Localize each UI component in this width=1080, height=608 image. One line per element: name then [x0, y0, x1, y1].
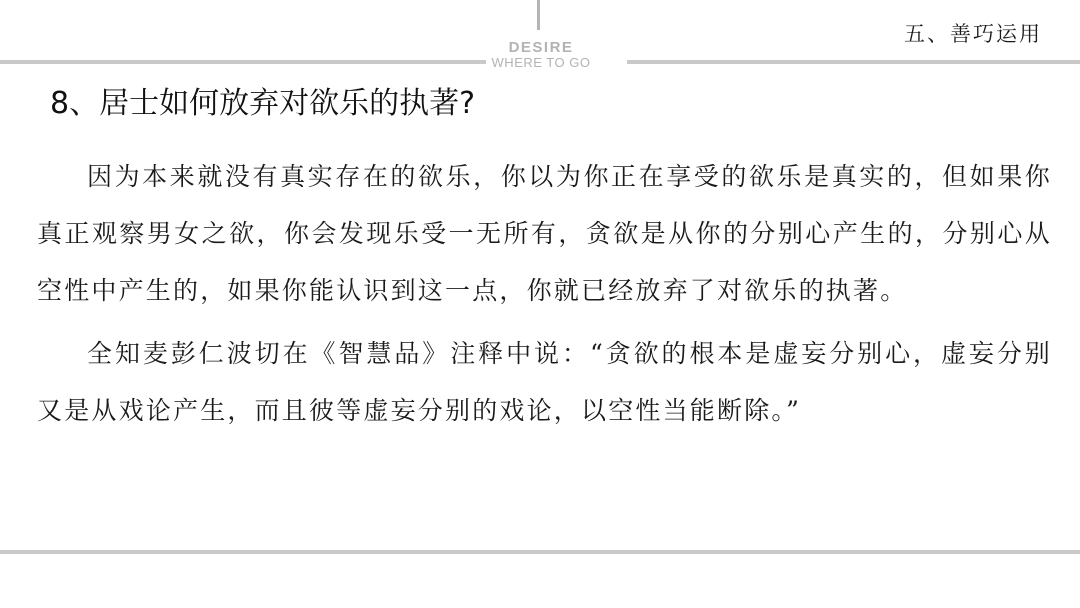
body-text — [37, 148, 1052, 439]
paragraph: 因为本来就没有真实存在的欲乐，你以为你正在享受的欲乐是真实的，但如果你真正观察男女之欲，你会发现乐受一无所有，贪欲是从你的分别心产生的，分别心从空性中产生的，如果你能认识到这一点，你就已经放弃了对欲乐的执著。 — [37, 162, 1052, 305]
header-rule-left — [0, 60, 486, 64]
footer-rule — [0, 550, 1080, 554]
page-title: 8、居士如何放弃对欲乐的执著? — [50, 86, 476, 121]
logo-main-text: DESIRE — [508, 39, 574, 56]
logo-sub-text: WHERE TO GO — [491, 55, 591, 70]
header-rule-right — [627, 60, 1080, 64]
header-divider-tick — [537, 0, 540, 30]
brand-logo — [486, 40, 596, 69]
section-label: 五、善巧运用 — [904, 22, 1042, 46]
paragraph: 全知麦彭仁波切在《智慧品》注释中说：“贪欲的根本是虚妄分别心，虚妄分别又是从戏论产生，而且彼等虚妄分别的戏论，以空性当能断除。” — [37, 339, 1052, 425]
